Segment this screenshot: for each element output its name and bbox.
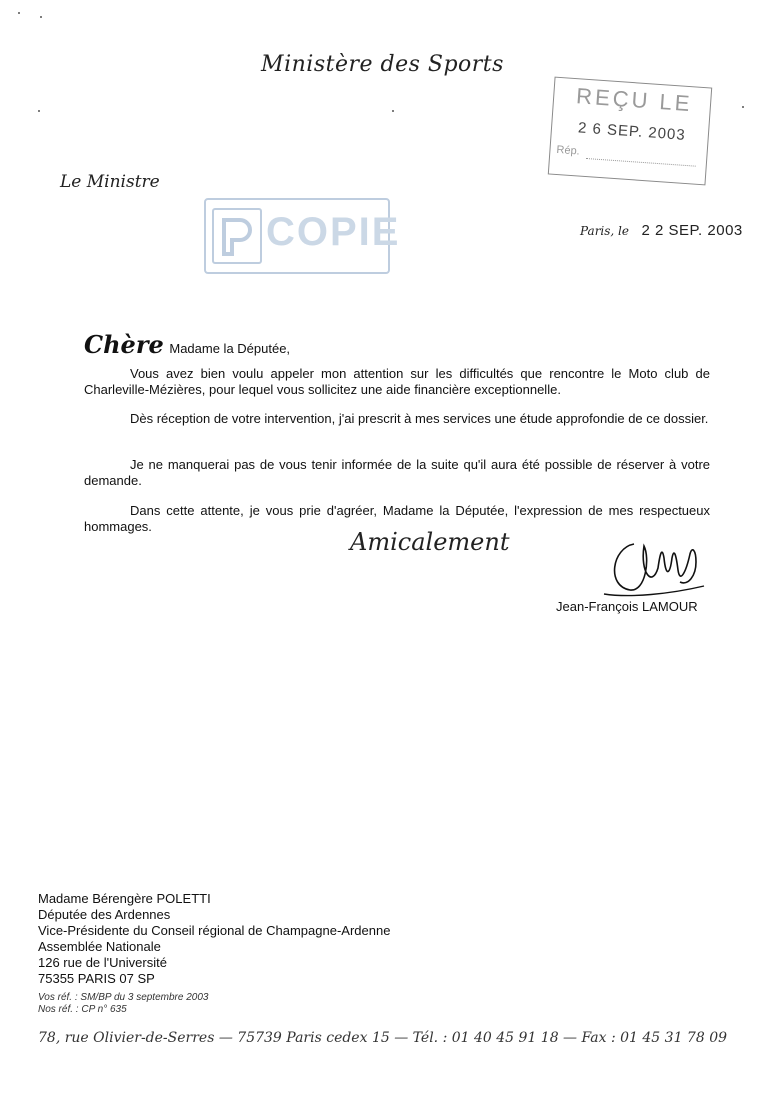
received-stamp-rep: Rép. <box>556 143 581 158</box>
paragraph-text: Dans cette attente, je vous prie d'agréer, Madame la Députée, l'expression de mes respectueux hommages. <box>84 503 710 534</box>
recipient-line: Madame Bérengère POLETTI <box>38 891 211 906</box>
received-stamp-label: REÇU LE <box>575 83 694 117</box>
paragraph-text: Je ne manquerai pas de vous tenir informée de la suite qu'il aura été possible de réserver à votre demande. <box>84 457 710 488</box>
salutation-text: Madame la Députée, <box>169 341 291 356</box>
received-stamp-dotted-line <box>586 158 696 167</box>
our-reference: Nos réf. : CP n° 635 <box>38 1004 127 1015</box>
footer-address: 78, rue Olivier-de-Serres — 75739 Paris cedex 15 — Tél. : 01 40 45 91 18 — Fax : 01 45 31 78 09 <box>38 1030 728 1046</box>
scan-speck <box>18 12 20 14</box>
signature-image <box>600 528 710 605</box>
scan-speck <box>40 16 42 18</box>
signatory-name: Jean-François LAMOUR <box>556 599 698 614</box>
recipient-line: Vice-Présidente du Conseil régional de Champagne-Ardenne <box>38 923 391 938</box>
paragraph <box>84 457 710 489</box>
paragraph <box>84 366 710 398</box>
recipient-line: 75355 PARIS 07 SP <box>38 971 155 986</box>
scan-speck <box>742 106 744 108</box>
recipient-line: Assemblée Nationale <box>38 939 161 954</box>
salutation <box>84 330 290 359</box>
paragraph-text: Vous avez bien voulu appeler mon attention sur les difficultés que rencontre le Moto club de Charleville-Mézières, pour lequel vous sollicitez une aide financière exceptionnelle. <box>84 366 710 397</box>
recipient-line: 126 rue de l'Université <box>38 955 167 970</box>
received-stamp <box>548 77 712 186</box>
copy-stamp-logo-icon <box>212 208 262 264</box>
recipient-address <box>38 891 390 987</box>
date-line <box>580 222 743 239</box>
references <box>38 992 208 1016</box>
minister-label: Le Ministre <box>60 172 160 192</box>
letter-date: 2 2 SEP. 2003 <box>641 222 743 239</box>
received-stamp-date: 2 6 SEP. 2003 <box>577 119 687 144</box>
paragraph <box>84 411 710 427</box>
date-place: Paris, le <box>580 224 629 238</box>
recipient-line: Députée des Ardennes <box>38 907 171 922</box>
scan-speck <box>38 110 40 112</box>
salutation-handwritten: Chère <box>84 330 164 359</box>
your-reference: Vos réf. : SM/BP du 3 septembre 2003 <box>38 992 209 1003</box>
paragraph-text: Dès réception de votre intervention, j'ai prescrit à mes services une étude approfondie de ce dossier. <box>130 411 709 426</box>
ministry-header: Ministère des Sports <box>261 52 504 77</box>
handwritten-closing: Amicalement <box>350 528 510 556</box>
copy-stamp-label: COPIE <box>266 210 401 254</box>
copy-stamp <box>204 198 401 274</box>
scan-speck <box>392 110 394 112</box>
